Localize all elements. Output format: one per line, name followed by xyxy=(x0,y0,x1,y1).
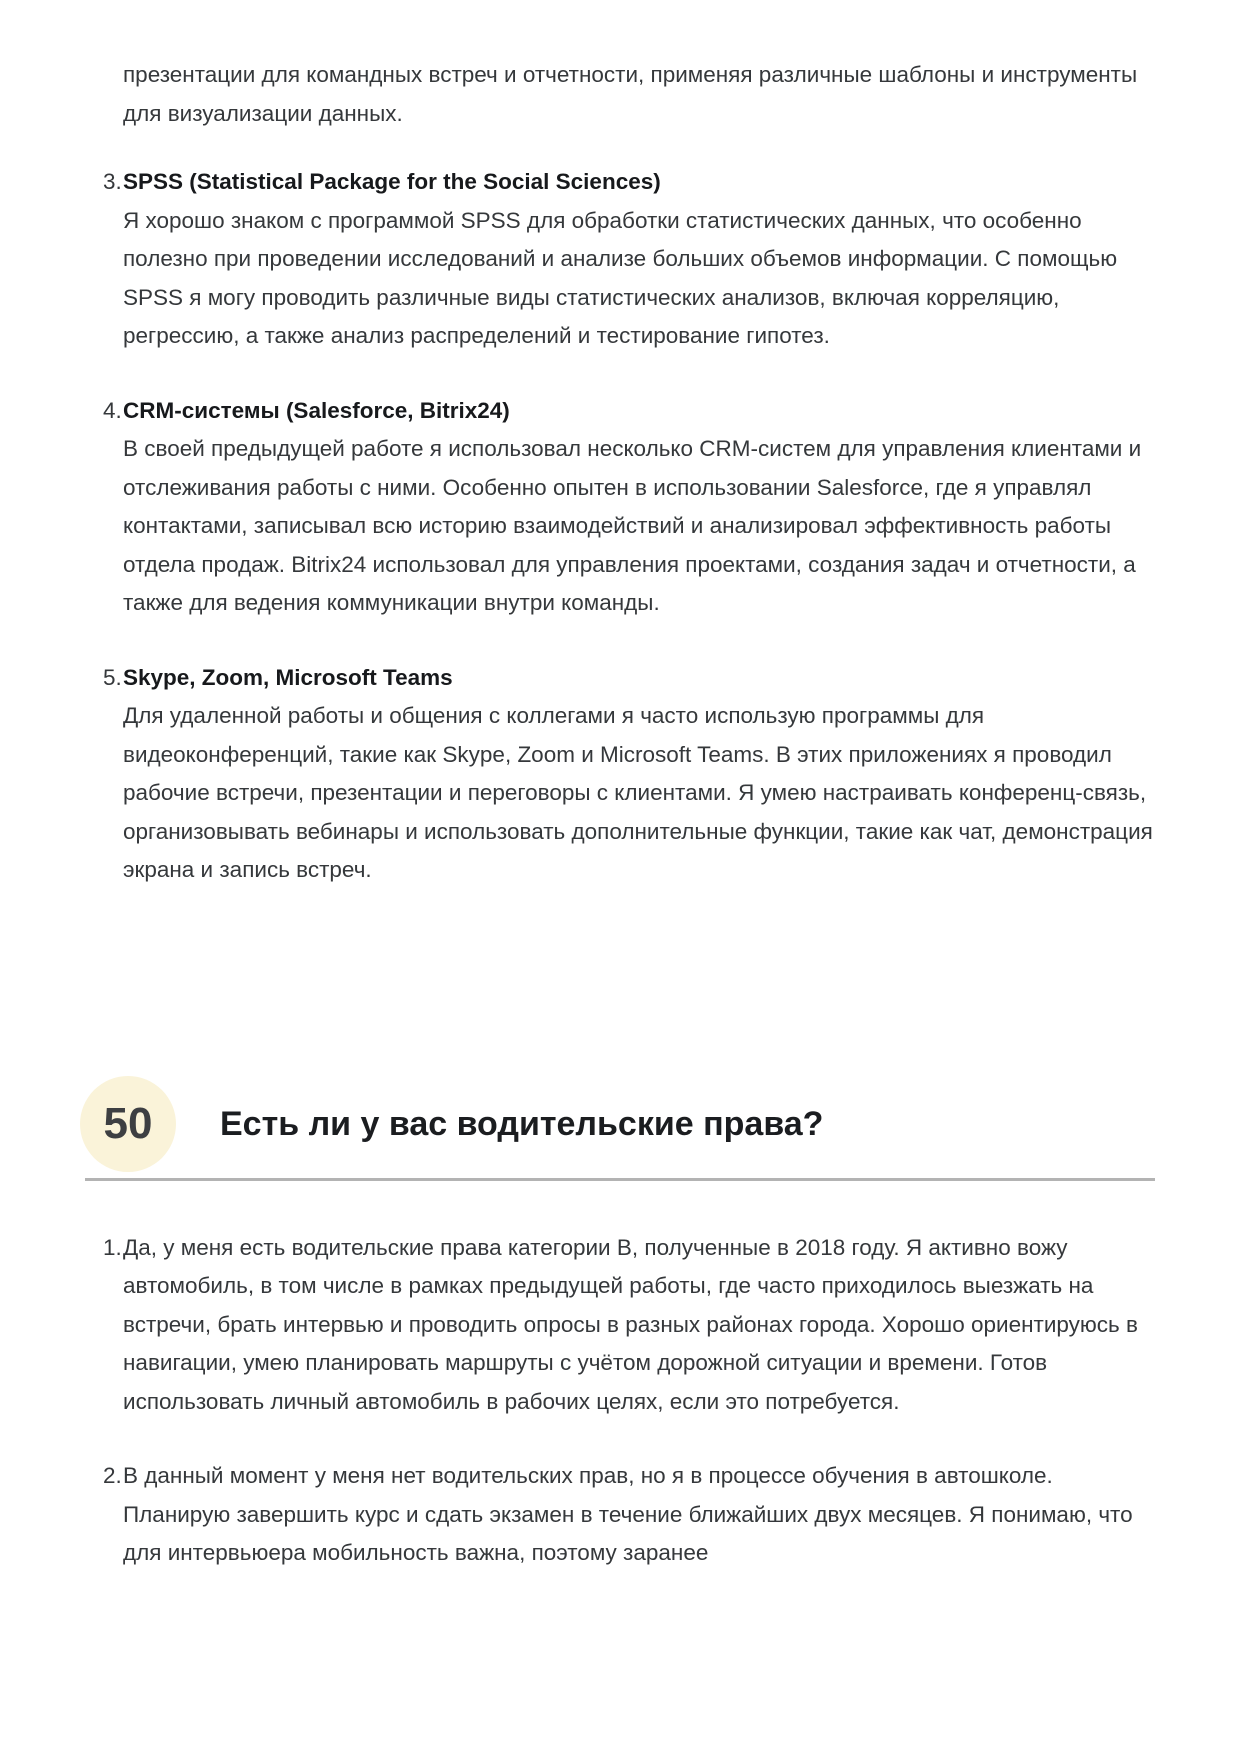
item-content xyxy=(123,1457,1155,1573)
item-content xyxy=(123,392,1155,623)
item-number: 4. xyxy=(103,397,122,423)
list-item-answer-2 xyxy=(85,1457,1155,1573)
item-content xyxy=(123,1229,1155,1422)
section-divider xyxy=(85,1178,1155,1181)
item-content xyxy=(123,659,1155,890)
question-header xyxy=(80,1076,1155,1172)
list-item-crm xyxy=(85,392,1155,623)
item-body-video-calls: Для удаленной работы и общения с коллегами я часто использую программы для видеоконференций, такие как Skype, Zoom и Microsoft Teams. В этих приложениях я проводил рабочие встречи, презентации и переговоры с клиентами. Я умею настраивать конференц-связь, организовывать вебинары и использовать дополнительные функции, такие как чат, демонстрация экрана и запись встреч. xyxy=(123,703,1153,882)
question-number-badge xyxy=(80,1076,176,1172)
item-number: 2. xyxy=(103,1463,122,1488)
item-title-video-calls: Skype, Zoom, Microsoft Teams xyxy=(123,664,453,690)
item-content xyxy=(123,163,1155,356)
item-number: 1. xyxy=(103,1234,122,1260)
list-item-answer-1 xyxy=(85,1229,1155,1422)
item-body-spss: Я хорошо знаком с программой SPSS для обработки статистических данных, что особенно полезно при проведении исследований и анализе больших объемов информации. С помощью SPSS я могу проводить различные виды статистических анализов, включая корреляцию, регрессию, а также анализ распределений и тестирование гипотез. xyxy=(123,207,1118,348)
item-body-crm: В своей предыдущей работе я использовал несколько CRM-систем для управления клиентами и отслеживания работы с ними. Особенно опытен в использовании Salesforce, где я управлял контактами, записывал всю историю взаимодействий и анализировал эффективность работы отдела продаж. Bitrix24 использовал для управления проектами, создания задач и отчетности, а также для ведения коммуникации внутри команды. xyxy=(123,436,1142,615)
question-title: Есть ли у вас водительские права? xyxy=(220,1104,824,1143)
item-number: 5. xyxy=(103,664,122,690)
list-item-spss xyxy=(85,163,1155,356)
list-item-video-calls xyxy=(85,659,1155,890)
item-title-crm: CRM-системы (Salesforce, Bitrix24) xyxy=(123,397,510,423)
answer-1-body: Да, у меня есть водительские права категории B, полученные в 2018 году. Я активно вожу автомобиль, в том числе в рамках предыдущей работы, где часто приходилось выезжать на встречи, брать интервью и проводить опросы в разных районах города. Хорошо ориентируюсь в навигации, умею планировать маршруты с учётом дорожной ситуации и времени. Готов использовать личный автомобиль в рабочих целях, если это потребуется. xyxy=(123,1234,1138,1414)
intro-paragraph: презентации для командных встреч и отчетности, применяя различные шаблоны и инструменты для визуализации данных. xyxy=(123,62,1138,126)
answers-list xyxy=(85,1229,1155,1573)
question-number: 50 xyxy=(103,1098,153,1148)
tools-list xyxy=(85,163,1155,890)
answer-2-body: В данный момент у меня нет водительских прав, но я в процессе обучения в автошколе. Планирую завершить курс и сдать экзамен в течение ближайших двух месяцев. Я понимаю, что для интервьюера мобильность важна, поэтому заранее xyxy=(123,1463,1133,1565)
item-title-spss: SPSS (Statistical Package for the Social Sciences) xyxy=(123,169,661,194)
item-number: 3. xyxy=(103,169,122,194)
